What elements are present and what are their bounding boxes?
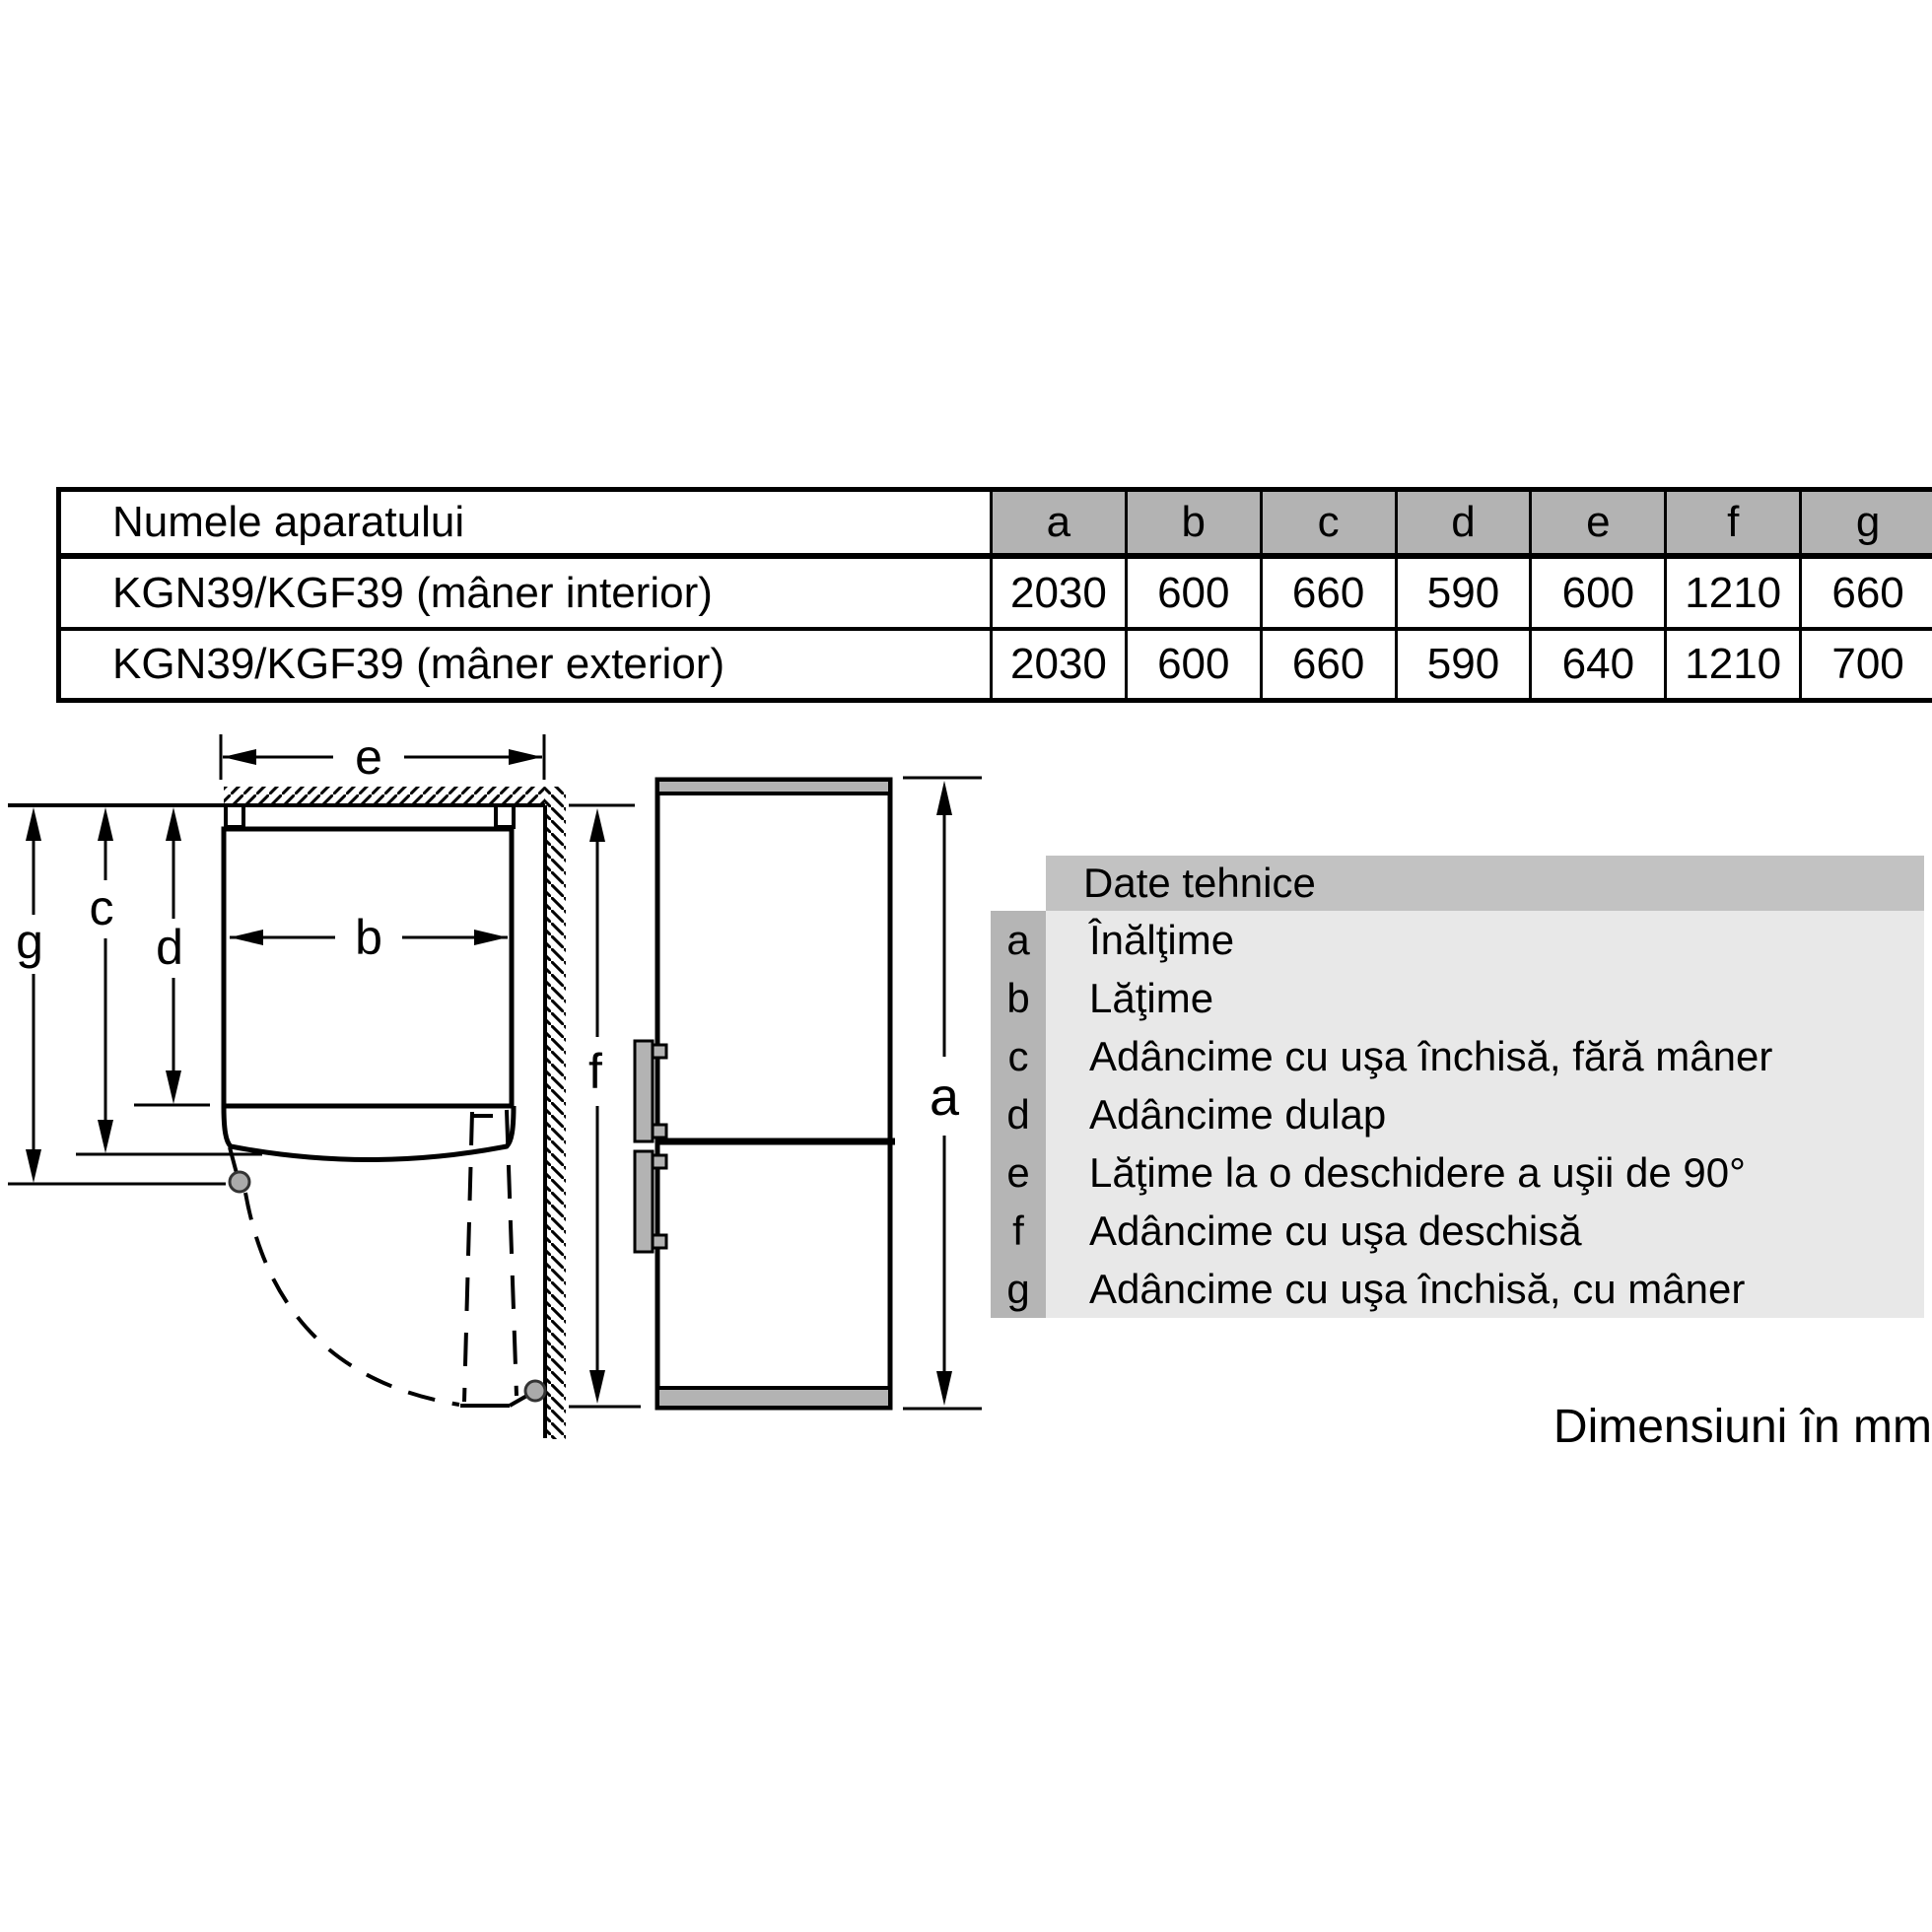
dimension-g [8,807,226,1184]
legend-key-a: a [991,911,1046,969]
dim-label-c: c [89,880,114,935]
table-cell: 600 [1125,559,1260,631]
table-cell: 590 [1395,559,1530,631]
cabinet-top-view [224,829,512,1106]
door-handle-closed [230,1172,249,1192]
dimension-d [134,807,210,1105]
door-swing-arc [245,1193,459,1405]
legend-key-e: e [991,1143,1046,1202]
legend-key-c: c [991,1027,1046,1085]
arrowhead [936,1371,952,1406]
table-cell: 660 [1260,559,1395,631]
legend-key-b: b [991,969,1046,1027]
table-cell: 590 [1395,631,1530,698]
arrowhead [98,1120,113,1153]
fridge-plinth [657,1388,890,1408]
legend-label-g: Adâncime cu uşa închisă, cu mâner [1046,1260,1924,1318]
legend-title: Date tehnice [1046,856,1924,911]
wall-hatch-top [224,787,545,805]
table-cell: 1210 [1664,559,1799,631]
arrowhead [509,749,542,765]
table-cell: 2030 [990,631,1125,698]
handle-bar [635,1151,653,1252]
table-col-header-c: c [1260,492,1395,559]
table-cell: 700 [1799,631,1932,698]
door-handle-open [525,1381,545,1401]
fridge-body [657,780,890,1408]
wall-hatch-side [545,787,566,1439]
table-col-header-g: g [1799,492,1932,559]
table-row-model-name: KGN39/KGF39 (mâner exterior) [112,640,725,688]
arrowhead [166,807,181,841]
table-col-header-d: d [1395,492,1530,559]
units-note: Dimensiuni în mm [1552,1401,1932,1453]
legend-label-a: Înălţime [1046,911,1924,969]
plan-view [8,729,641,1439]
table-name-header: Numele aparatului [61,492,990,559]
arrowhead [223,749,256,765]
legend-label-f: Adâncime cu uşa deschisă [1046,1202,1924,1260]
legend-label-c: Adâncime cu uşa închisă, fără mâner [1046,1027,1924,1085]
arrowhead [589,808,605,842]
handle-bar [635,1041,653,1141]
table-col-header-b: b [1125,492,1260,559]
table-col-header-f: f [1664,492,1799,559]
table-col-header-a: a [990,492,1125,559]
legend-key-d: d [991,1085,1046,1143]
arrowhead [166,1070,181,1104]
wall-spacer-right [496,805,514,827]
dimension-e [221,729,544,785]
legend-label-e: Lăţime la o deschidere a uşii de 90° [1046,1143,1924,1202]
dim-label-e: e [355,729,382,785]
table-cell: 660 [1799,559,1932,631]
door-open-edge-inner [507,1110,517,1396]
dim-label-d: d [156,920,183,975]
fridge-top-cap [657,780,890,794]
table-row-model-name: KGN39/KGF39 (mâner interior) [61,559,990,631]
dim-label-g: g [16,914,43,969]
wall-spacer-left [226,805,243,827]
dimension-f [569,805,641,1407]
table-cell: 640 [1529,631,1664,698]
table-cell: 600 [1529,559,1664,631]
dim-label-f: f [588,1044,602,1099]
legend-label-b: Lăţime [1046,969,1924,1027]
table-cell: 1210 [1664,631,1799,698]
arrowhead [26,807,41,841]
table-cell: 2030 [990,559,1125,631]
arrowhead [589,1370,605,1404]
arrowhead [98,807,113,841]
dim-label-a: a [929,1068,960,1127]
table-cell: 600 [1125,631,1260,698]
legend-key-g: g [991,1260,1046,1318]
legend-key-f: f [991,1202,1046,1260]
dim-label-b: b [355,910,382,965]
arrowhead [26,1149,41,1183]
dimension-a [903,778,982,1409]
arrowhead [936,781,952,815]
legend-label-d: Adâncime dulap [1046,1085,1924,1143]
side-view [635,778,982,1409]
table-col-header-e: e [1529,492,1664,559]
table-cell: 660 [1260,631,1395,698]
